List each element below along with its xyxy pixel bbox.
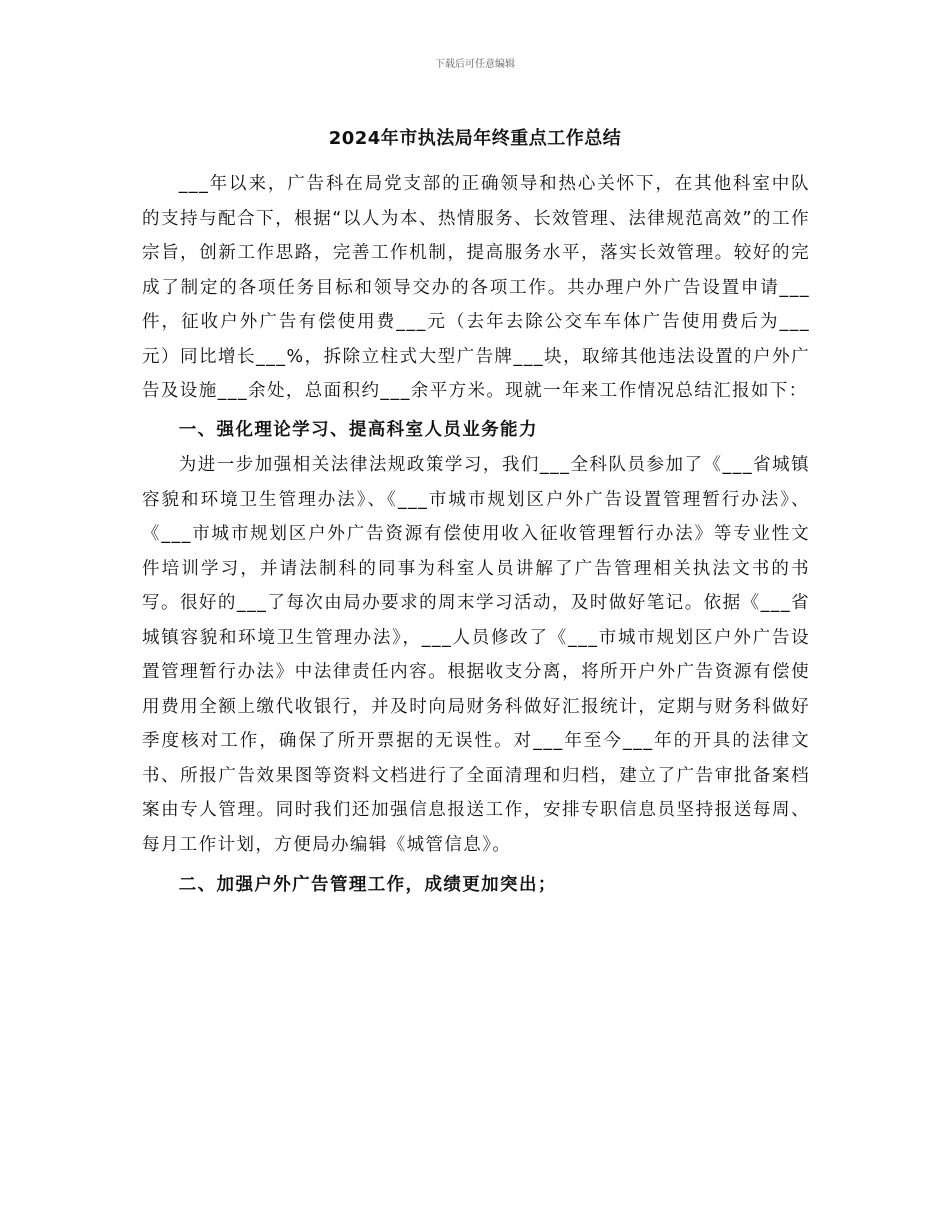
section-1-paragraph: 为进一步加强相关法律法规政策学习，我们___全科队员参加了《___省城镇容貌和环境卫生管理办法》、《___市城市规划区户外广告设置管理暂行办法》、《___市城市规划区户外广告资源有偿使用收入征收管理暂行办法》等专业性文件培训学习，并请法制科的同事为科室人员讲解了广告管理相关执法文书的书写。很好的___了每次由局办要求的周末学习活动，及时做好笔记。依据《___省城镇容貌和环境卫生管理办法》，___人员修改了《___市城市规划区户外广告设置管理暂行办法》中法律责任内容。根据收支分离，将所开户外广告资源有偿使用费用全额上缴代收银行，并及时向局财务科做好汇报统计，定期与财务科做好季度核对工作，确保了所开票据的无误性。对___年至今___年的开具的法律文书、所报广告效果图等资料文档进行了全面清理和归档，建立了广告审批备案档案由专人管理。同时我们还加强信息报送工作，安排专职信息员坚持报送每周、每月工作计划，方便局办编辑《城管信息》。 bbox=[142, 455, 810, 855]
section-1-heading: 一、强化理论学习、提高科室人员业务能力 bbox=[178, 419, 538, 440]
intro-paragraph: ___年以来，广告科在局党支部的正确领导和热心关怀下，在其他科室中队的支持与配合下，根据“以人为本、热情服务、长效管理、法律规范高效”的工作宗旨，创新工作思路，完善工作机制，提高服务水平，落实长效管理。较好的完成了制定的各项任务目标和领导交办的各项工作。共办理户外广告设置申请___件，征收户外广告有偿使用费___元（去年去除公交车车体广告使用费后为___元）同比增长___%，拆除立柱式大型广告牌___块，取缔其他违法设置的户外广告及设施___余处，总面积约___余平方米。现就一年来工作情况总结汇报如下： bbox=[142, 174, 810, 401]
section-2-heading: 二、加强户外广告管理工作，成绩更加突出； bbox=[178, 875, 557, 895]
header-note: 下载后可任意编辑 bbox=[435, 59, 515, 70]
document-body bbox=[142, 167, 810, 903]
document-title: 2024年市执法局年终重点工作总结 bbox=[328, 128, 622, 149]
